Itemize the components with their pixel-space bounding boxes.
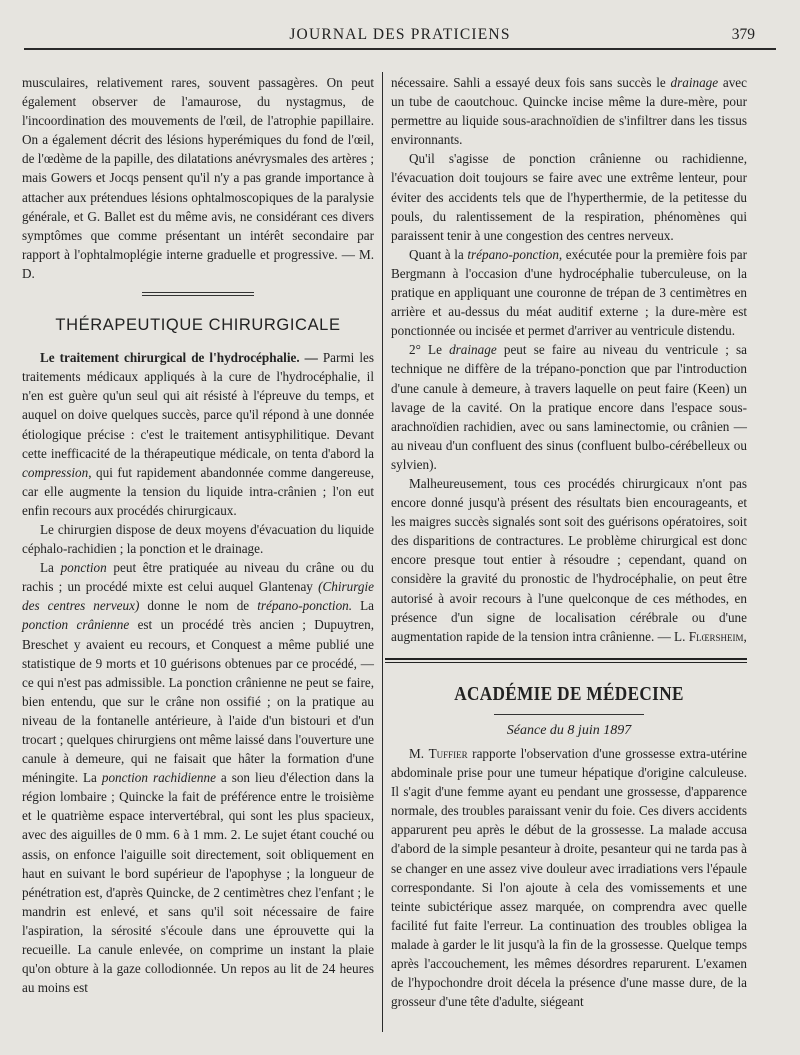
author-signature: Flœrsheim, [688, 628, 747, 644]
journal-title: JOURNAL DES PRATICIENS [289, 26, 511, 43]
article-paragraph-1: Le traitement chirurgical de l'hydrocéphalie. — Parmi les traitements médicaux appliqués à la cure de l'hydrocéphalie, il n'en est guère qu'un seul qui ait résisté à l'épreuve du temps, et auquel on doive quelques succès, parce qu'il répond à une donnée étiologique précise : c'est le traitement antisyphilitique. Devant cette inefficacité de la thérapeutique médicale, on tenta d'abord la compression, qui fut rapidement abandonnée comme dangereuse, car elle augmente la tension du liquide intra-crânien ; l'on eut enfin recours aux procédés chirurgicaux. [22, 350, 374, 518]
section-title: THÉRAPEUTIQUE CHIRURGICALE [55, 316, 341, 335]
column-divider [382, 72, 383, 1032]
page-number: 379 [731, 26, 755, 43]
running-header [0, 26, 800, 48]
continued-paragraph-right: nécessaire. Sahli a essayé deux fois sans succès le drainage avec un tube de caoutchouc. Quincke incise même la dure-mère, pour permettre au liquide sous-arachnoïdien de s'infiltrer dans les tissus environnants. [391, 75, 748, 148]
continued-paragraph: musculaires, relativement rares, souvent passagères. On peut également observer de l'amaurose, du nystagmus, de l'incoordination des mouvements de l'œil, de l'atrophie papillaire. On a également décrit des lésions hyperémiques du fond de l'œil, de l'œdème de la papille, des dilatations anévrysmales des artères ; mais Gowers et Jocqs pensent qu'il n'y a pas grande importance à attacher aux prétendues lésions ophtalmoscopiques de la paralysie générale, et G. Ballet est du même avis, ne considérant ces divers symptômes que comme présentant un intérêt secondaire par rapport à l'ophtalmoplégie interne graduelle et progressive. — M. D. [22, 75, 374, 281]
header-rule [24, 48, 776, 50]
article-paragraph-2: Le chirurgien dispose de deux moyens d'évacuation du liquide céphalo-rachidien ; la ponction et le drainage. [22, 521, 374, 557]
left-column [22, 73, 374, 997]
section-separator [142, 292, 254, 296]
speaker-name: Tuffier [428, 746, 468, 761]
section-separator-wide [385, 658, 747, 663]
article-paragraph-3: La ponction peut être pratiquée au niveau du crâne ou du rachis ; un procédé mixte est celui auquel Glantenay (Chirurgie des centres nerveux) donne le nom de trépano-ponction. La ponction crânienne est un procédé très ancien ; Dupuytren, Breschet y avaient eu recours, et Conquest a même publié une statistique de 9 morts et 10 guérisons obtenues par ce procédé, — ce qui n'est pas admissible. La ponction crânienne ne peut se faire, bien entendu, que sur le crâne non ossifié ; on la pratique au niveau de la fontanelle antérieure, à l'aide d'un bistouri et d'un trocart ; quelques chirurgiens ont même laissé dans l'ouverture une canule à demeure, qui ne faisait que hâter la formation d'une méningite. La ponction rachidienne a son lieu d'élection dans la région lombaire ; Quincke la fait de préférence entre le troisième et le quatrième espace intervertébral, qui sont les plus spacieux, avec des aiguilles de 0 mm. 6 à 1 mm. 2. Le sujet étant couché ou assis, on enfonce l'aiguille soit directement, soit obliquement en haut en suivant le bord supérieur de l'apophyse ; la longueur de pénétration est, d'après Quincke, de 2 centimètres chez l'enfant ; le mandrin est enlevé, et sans qu'il soit nécessaire de faire l'aspiration, la sérosité s'écoule dans une éprouvette qui la recueille. La canule enlevée, on comprime un instant la plaie qu'on obture à la gaze collodionnée. Un repos au lit de 24 heures au moins est [22, 560, 375, 996]
article-title: Le traitement chirurgical de l'hydrocéphalie. — [40, 350, 318, 366]
paragraph-drainage: 2° Le drainage peut se faire au niveau du ventricule ; sa technique ne diffère de la trépano-ponction que par l'introduction d'une canule à demeure, à travers laquelle on peut faire (Keen) un lavage de la cavité. On la pratique encore dans l'espace sous-arachnoïdien rachidien, avec ou sans laminectomie, ou crânien — au niveau d'un confluent des sinus (confluent bulbo-cérébelleux ou sylvien). [391, 342, 747, 472]
academie-rule [494, 714, 644, 715]
paragraph-conclusion: Malheureusement, tous ces procédés chirurgicaux n'ont pas encore donné jusqu'à présent des résultats bien encourageants, et les maigres succès signalés sont soit des guérisons opératoires, soit des disparitions de contractures. Le problème chirurgical est donc encore presque tout entier à résoudre ; cependant, quand on considère la gravité du pronostic de l'hydrocéphalie, on peut être autorisé à avoir recours à l'une quelconque de ces méthodes, en présence d'un signe de localisation cérébrale ou d'une augmentation rapide de la tension intra crânienne. — L. Flœrsheim, [391, 475, 747, 644]
paragraph-evacuation: Qu'il s'agisse de ponction crânienne ou rachidienne, l'évacuation doit toujours se faire avec une extrême lenteur, pour éviter des accidents tels que de l'hyperthermie, de la petitesse du pouls, du ralentissement de la respiration, phénomènes qui paraissent tenir à une congestion des centres nerveux. [391, 151, 747, 243]
seance-date: Séance du 8 juin 1897 [506, 722, 632, 738]
right-column [391, 73, 747, 1011]
paragraph-trepano: Quant à la trépano-ponction, exécutée pour la première fois par Bergmann à l'occasion d'une hydrocéphalie tuberculeuse, on la pratique en appliquant une couronne de trépan de 3 centimètres en arrière et au-dessus du méat auditif externe ; la dure-mère est ponctionnée ou incisée et permet d'arriver au ventricule distendu. [391, 246, 747, 339]
academie-paragraph: M. Tuffier rapporte l'observation d'une grossesse extra-utérine abdominale prise pour une tumeur hépatique d'origine calculeuse. Il s'agit d'une femme ayant eu pendant une grossesse, d'apparence normale, des troubles paraissant venir du foie. Ces divers accidents apparurent peu après le début de la grossesse. La malade accusa d'abord de la simple pesanteur à droite, pesanteur qui ne tarda pas à se changer en une assez vive douleur avec irradiations vers l'épaule correspondante. Si l'on ajoute à cela des vomissements et une teinte subictérique assez marquée, on comprendra avec quelle facilité fut faite l'erreur. La continuation des troubles obligea la malade à garder le lit jusqu'à la fin de la grossesse. Quelque temps après l'accouchement, les mêmes désordres reparurent. L'examen de l'hypochondre droit décela la présence d'une masse dure, de la grosseur d'une tête d'adulte, siégeant [391, 746, 747, 1010]
academie-title: ACADÉMIE DE MÉDECINE [454, 682, 684, 705]
